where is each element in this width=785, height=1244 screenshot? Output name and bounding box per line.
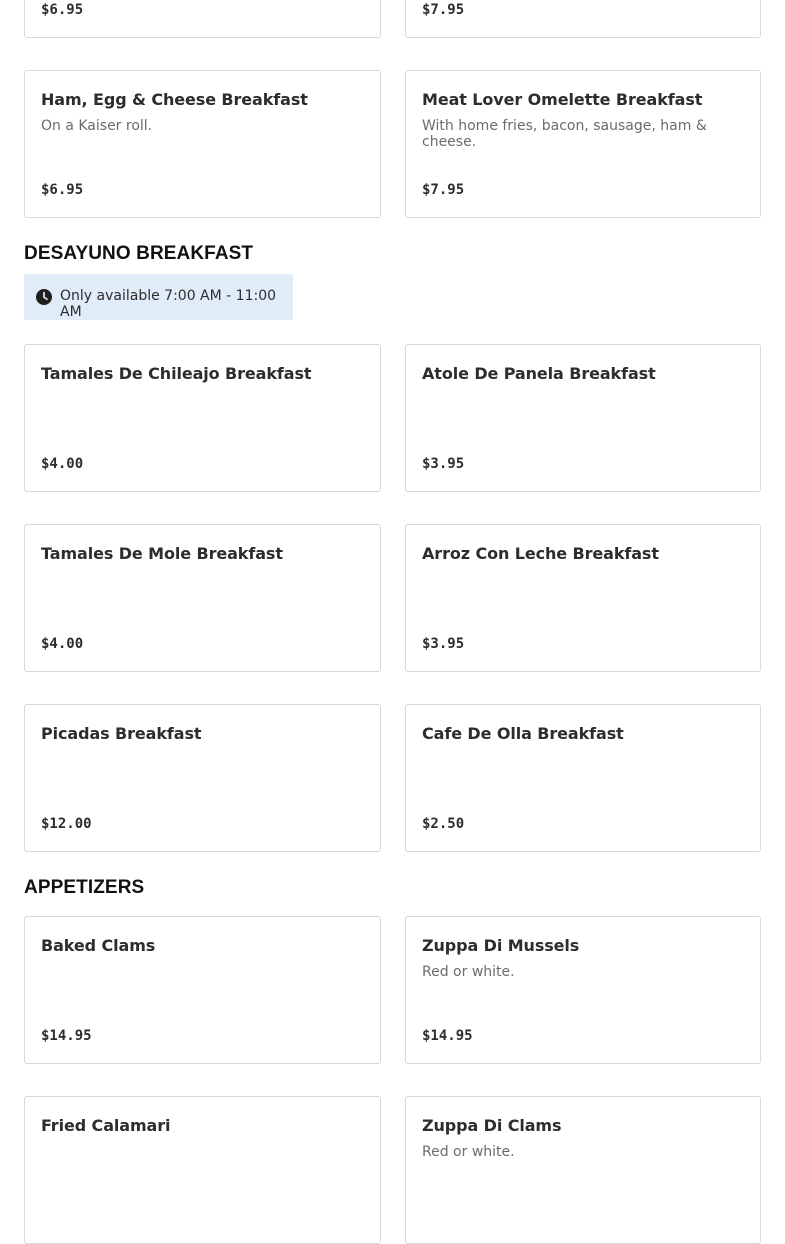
item-name: Tamales De Mole Breakfast — [41, 544, 283, 563]
menu-item-card[interactable] — [405, 344, 761, 492]
menu-item-card[interactable] — [24, 70, 381, 218]
menu-item-card[interactable] — [405, 1096, 761, 1244]
section-title-desayuno: DESAYUNO BREAKFAST — [24, 243, 254, 264]
item-price: $4.00 — [41, 456, 84, 472]
item-price: $3.95 — [422, 456, 465, 472]
item-price: $7.95 — [422, 2, 465, 18]
item-name: Baked Clams — [41, 936, 156, 955]
item-price: $14.95 — [422, 1028, 473, 1044]
item-name: Zuppa Di Clams — [422, 1116, 562, 1135]
menu-item-card[interactable] — [24, 704, 381, 852]
item-price: $6.95 — [41, 182, 84, 198]
menu-item-card[interactable] — [24, 916, 381, 1064]
item-name: Cafe De Olla Breakfast — [422, 724, 624, 743]
menu-item-card[interactable] — [405, 704, 761, 852]
availability-text: Only available 7:00 AM - 11:00 AM — [60, 288, 277, 320]
menu-item-card[interactable] — [24, 0, 381, 38]
menu-item-card[interactable] — [24, 1096, 381, 1244]
item-name: Picadas Breakfast — [41, 724, 202, 743]
item-name: Tamales De Chileajo Breakfast — [41, 364, 312, 383]
item-price: $6.95 — [41, 2, 84, 18]
menu-item-card[interactable] — [405, 70, 761, 218]
item-description: With home fries, bacon, sausage, ham & cheese. — [422, 118, 707, 150]
section-title-appetizers: APPETIZERS — [24, 877, 145, 898]
item-price: $14.95 — [41, 1028, 92, 1044]
item-description: On a Kaiser roll. — [41, 118, 153, 134]
item-price: $12.00 — [41, 816, 92, 832]
item-price: $7.95 — [422, 182, 465, 198]
item-name: Atole De Panela Breakfast — [422, 364, 656, 383]
item-name: Ham, Egg & Cheese Breakfast — [41, 90, 308, 109]
item-name: Arroz Con Leche Breakfast — [422, 544, 659, 563]
menu-item-card[interactable] — [24, 524, 381, 672]
menu-item-card[interactable] — [405, 524, 761, 672]
clock-icon — [36, 289, 52, 305]
menu-item-card[interactable] — [24, 344, 381, 492]
availability-banner — [24, 274, 293, 320]
item-price: $3.95 — [422, 636, 465, 652]
item-description: Red or white. — [422, 1144, 515, 1160]
item-name: Meat Lover Omelette Breakfast — [422, 90, 703, 109]
item-price: $2.50 — [422, 816, 465, 832]
menu-item-card[interactable] — [405, 916, 761, 1064]
item-description: Red or white. — [422, 964, 515, 980]
item-name: Zuppa Di Mussels — [422, 936, 580, 955]
menu-item-card[interactable] — [405, 0, 761, 38]
item-name: Fried Calamari — [41, 1116, 171, 1135]
item-price: $4.00 — [41, 636, 84, 652]
